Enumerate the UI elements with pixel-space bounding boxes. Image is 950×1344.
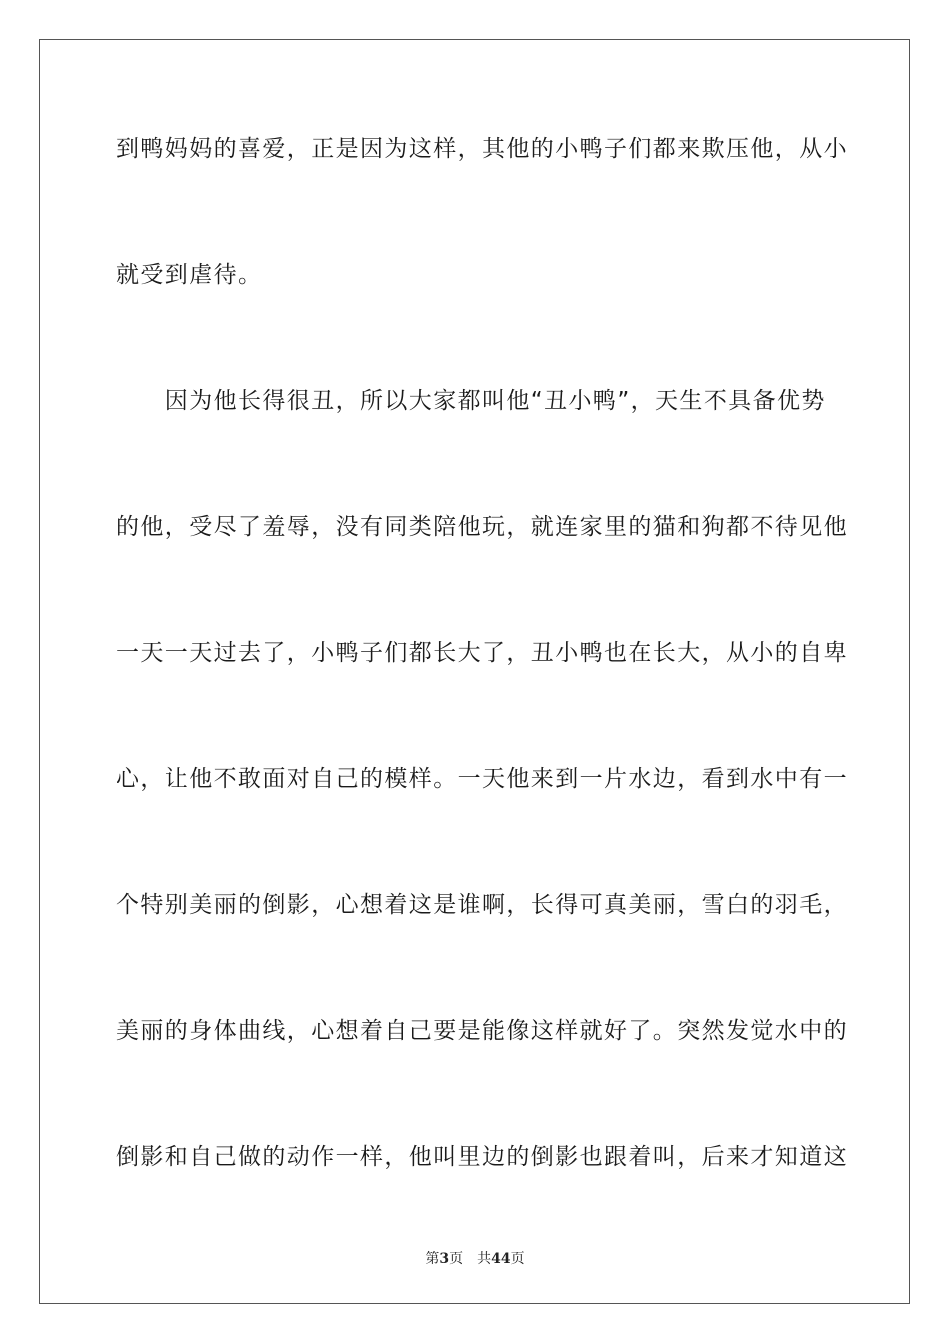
page-border (39, 39, 910, 1304)
text-line: 一天一天过去了，小鸭子们都长大了，丑小鸭也在长大，从小的自卑 (116, 640, 848, 666)
page-suffix: 页 (449, 1251, 464, 1267)
text-line: 心，让他不敢面对自己的模样。一天他来到一片水边，看到水中有一 (116, 766, 848, 792)
text-line: 因为他长得很丑，所以大家都叫他“丑小鸭”，天生不具备优势 (116, 388, 826, 414)
total-pages: 44 (491, 1251, 511, 1267)
page-number: 3 (439, 1251, 450, 1267)
text-line: 到鸭妈妈的喜爱，正是因为这样，其他的小鸭子们都来欺压他，从小 (116, 136, 848, 162)
text-line: 倒影和自己做的动作一样，他叫里边的倒影也跟着叫，后来才知道这 (116, 1144, 848, 1170)
total-prefix: 共 (477, 1251, 492, 1267)
text-line: 美丽的身体曲线，心想着自己要是能像这样就好了。突然发觉水中的 (116, 1018, 848, 1044)
text-line: 个特别美丽的倒影，心想着这是谁啊，长得可真美丽，雪白的羽毛， (116, 892, 848, 918)
text-line: 的他，受尽了羞辱，没有同类陪他玩，就连家里的猫和狗都不待见他 (116, 514, 848, 540)
text-line: 就受到虐待。 (116, 262, 263, 288)
page-prefix: 第 (425, 1251, 440, 1267)
total-suffix: 页 (510, 1251, 525, 1267)
page-footer (0, 1248, 950, 1268)
